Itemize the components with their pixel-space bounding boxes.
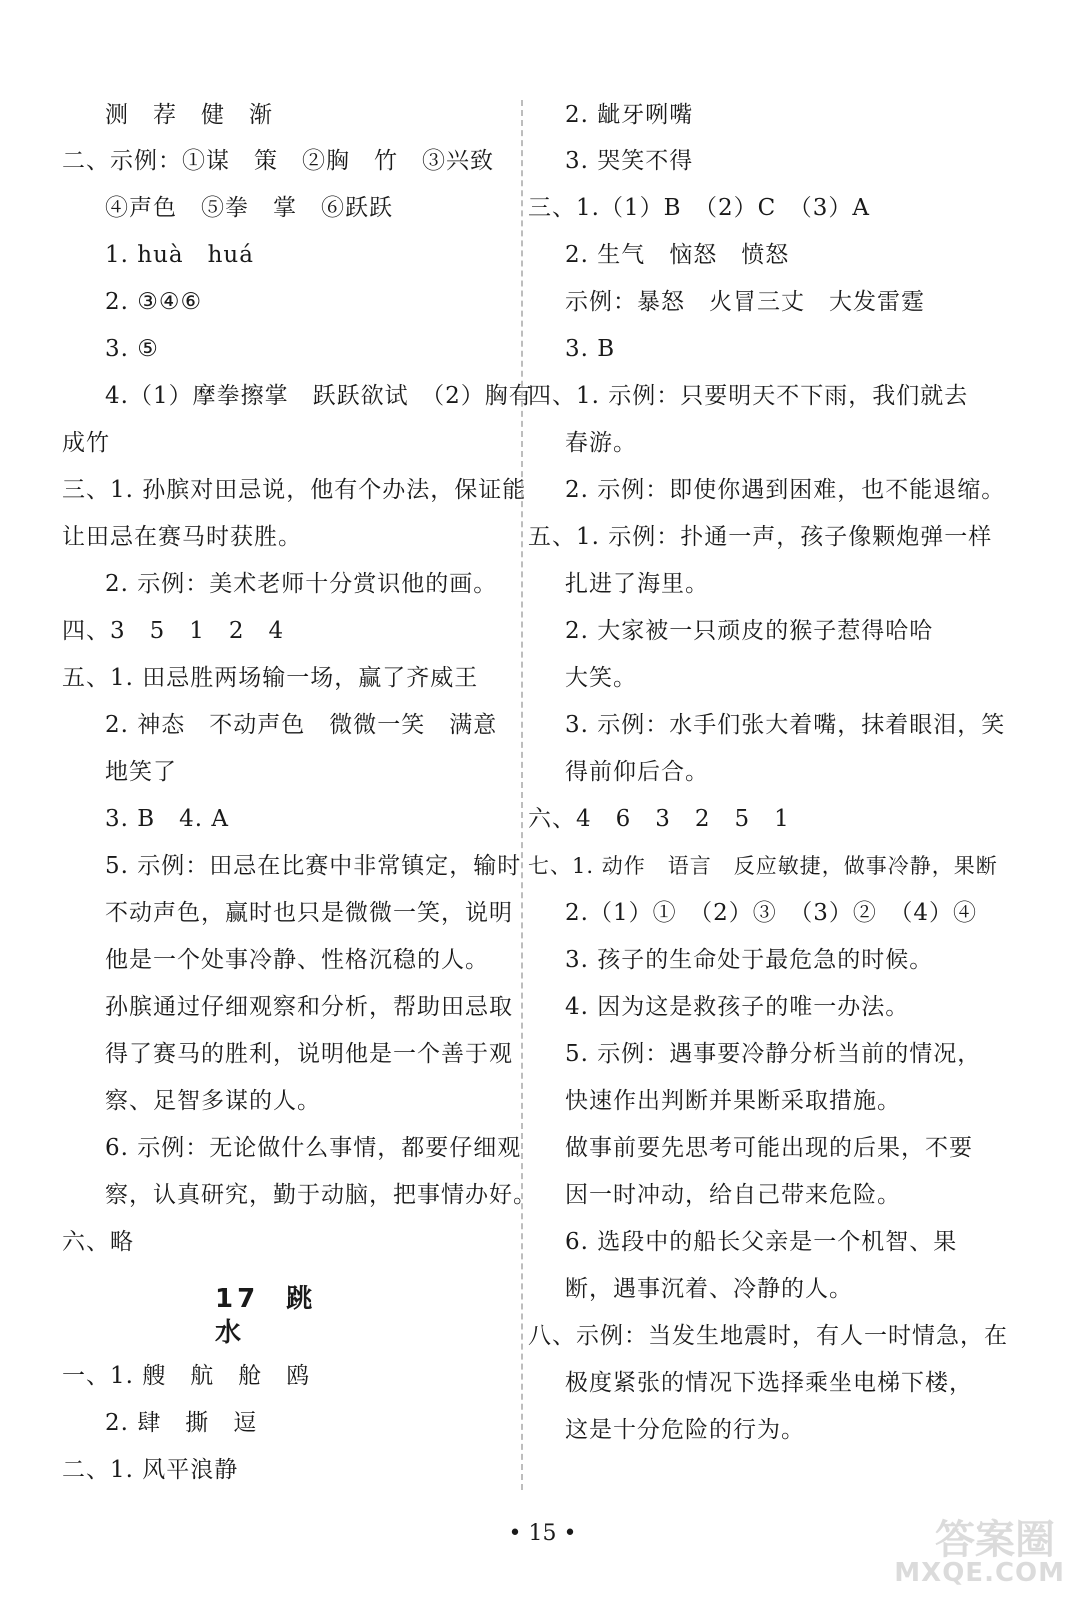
answer-line: 得了赛马的胜利，说明他是一个善于观 [105,1041,513,1067]
answer-line: 大笑。 [565,665,637,691]
answer-line: 孙膑通过仔细观察和分析，帮助田忌取 [105,994,513,1020]
answer-line: 得前仰后合。 [565,759,709,785]
answer-line: 断，遇事沉着、冷静的人。 [565,1276,853,1302]
answer-line: 4.（1）摩拳擦掌 跃跃欲试 （2）胸有 [105,383,533,409]
answer-line: 1. huà huá [105,242,254,268]
answer-line: 5. 示例：遇事要冷静分析当前的情况， [565,1041,982,1067]
answer-line: 3. B [565,336,616,362]
answer-line: 八、示例：当发生地震时，有人一时情急，在 [528,1323,1008,1349]
answer-line: ④声色 ⑤拳 掌 ⑥跃跃 [105,195,393,221]
answer-line: 三、1.（1）B （2）C （3）A [528,195,870,221]
answer-line: 春游。 [565,430,637,456]
answer-line: 成竹 [62,430,110,456]
column-divider [521,100,523,1490]
answer-line: 2. 龇牙咧嘴 [565,102,694,128]
answer-line: 一、1. 艘 航 舱 鸥 [62,1363,311,1389]
section-title-char: 跳 [286,1284,317,1314]
answer-line: 他是一个处事冷静、性格沉稳的人。 [105,947,489,973]
answer-line: 3. 孩子的生命处于最危急的时候。 [565,947,934,973]
answer-line: 因一时冲动，给自己带来危险。 [565,1182,901,1208]
answer-line: 3. 示例：水手们张大着嘴，抹着眼泪，笑 [565,712,1006,738]
answer-line: 地笑了 [105,759,177,785]
section-heading [215,1282,375,1350]
answer-line: 五、1. 田忌胜两场输一场，赢了齐威王 [62,665,479,691]
answer-line: 4. 因为这是救孩子的唯一办法。 [565,994,910,1020]
answer-line: 六、略 [62,1229,134,1255]
answer-line: 2.（1）① （2）③ （3）② （4）④ [565,900,977,926]
answer-line: 2. 示例：即使你遇到困难，也不能退缩。 [565,477,1006,503]
answer-line: 四、1. 示例：只要明天不下雨，我们就去 [528,383,969,409]
answer-line: 3. B 4. A [105,806,230,832]
answer-line: 6. 示例：无论做什么事情，都要仔细观 [105,1135,522,1161]
answer-line: 5. 示例：田忌在比赛中非常镇定，输时 [105,853,522,879]
answer-line: 3. ⑤ [105,336,159,362]
answer-line: 让田忌在赛马时获胜。 [62,524,302,550]
answer-line: 扎进了海里。 [565,571,709,597]
answer-line: 2. 大家被一只顽皮的猴子惹得哈哈 [565,618,934,644]
answer-line: 六、4 6 3 2 5 1 [528,806,790,832]
answer-line: 五、1. 示例：扑通一声，孩子像颗炮弹一样 [528,524,993,550]
answer-line: 快速作出判断并果断采取措施。 [565,1088,901,1114]
answer-line: 不动声色，赢时也只是微微一笑，说明 [105,900,513,926]
answer-line: 2. 生气 恼怒 愤怒 [565,242,790,268]
watermark [894,1502,1073,1592]
answer-line: 七、1. 动作 语言 反应敏捷，做事冷静，果断 [528,854,998,878]
answer-line: 二、示例：①谋 策 ②胸 竹 ③兴致 [62,148,494,174]
page-number: • 15 • [508,1521,577,1546]
section-title-char: 水 [215,1318,246,1348]
answer-line: 这是十分危险的行为。 [565,1417,805,1443]
section-number: 17 [215,1284,260,1314]
answer-line: 察、足智多谋的人。 [105,1088,321,1114]
watermark-logo-text: 答案圈 [935,1517,1055,1563]
answer-line: 6. 选段中的船长父亲是一个机智、果 [565,1229,958,1255]
answer-line: 示例：暴怒 火冒三丈 大发雷霆 [565,289,925,315]
answer-line: 四、3 5 1 2 4 [62,618,285,644]
answer-line: 做事前要先思考可能出现的后果，不要 [565,1135,973,1161]
watermark-url: MXQE.COM [894,1558,1065,1588]
answer-line: 3. 哭笑不得 [565,148,694,174]
answer-line: 三、1. 孙膑对田忌说，他有个办法，保证能 [62,477,527,503]
answer-line: 测 荐 健 渐 [105,102,273,128]
answer-line: 二、1. 风平浪静 [62,1457,239,1483]
answer-line: 2. ③④⑥ [105,289,203,315]
answer-line: 2. 示例：美术老师十分赏识他的画。 [105,571,498,597]
answer-line: 2. 肆 撕 逗 [105,1410,258,1436]
answer-line: 极度紧张的情况下选择乘坐电梯下楼， [565,1370,973,1396]
answer-line: 察，认真研究，勤于动脑，把事情办好。 [105,1182,537,1208]
answer-line: 2. 神态 不动声色 微微一笑 满意 [105,712,498,738]
